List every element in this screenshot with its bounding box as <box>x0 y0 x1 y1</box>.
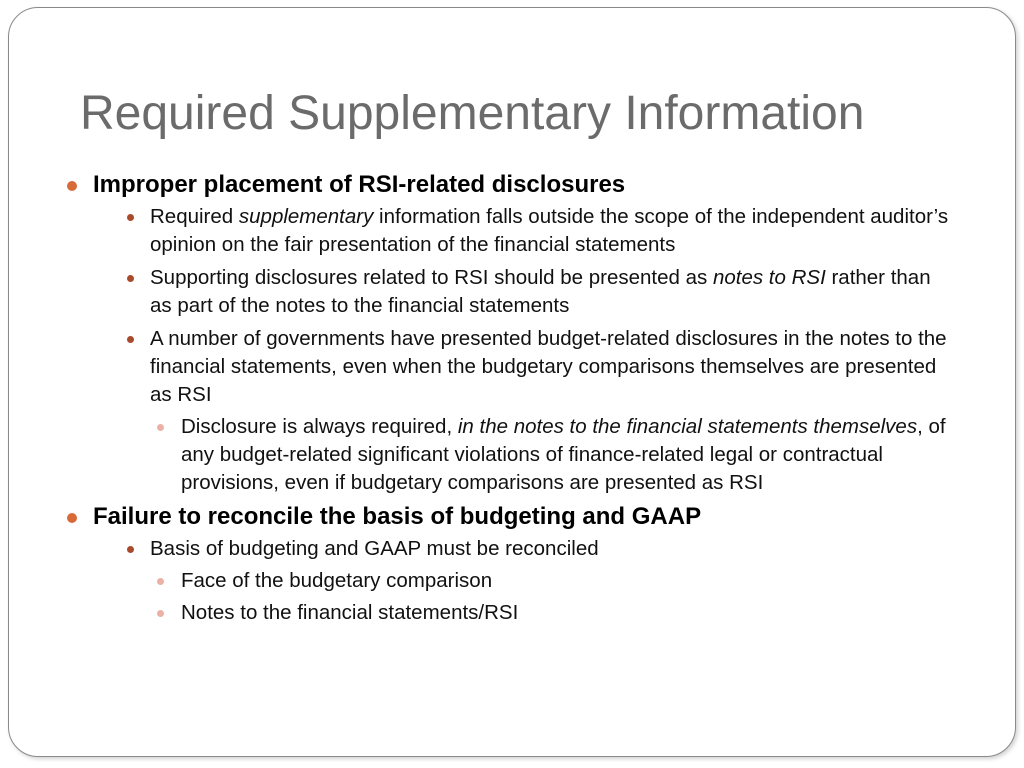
section-heading-item <box>66 502 951 627</box>
item-emphasis: notes to RSI <box>712 266 826 289</box>
bullet-icon <box>127 275 134 282</box>
bullet-icon <box>127 214 134 221</box>
item-text: , of any budget-related significant violations of finance-related legal or contractual provisions, even if budgetary comparisons are presented as RSI <box>181 415 946 494</box>
list-item <box>120 535 951 627</box>
sub-bullet-list <box>93 203 951 497</box>
item-text: Required <box>150 205 239 228</box>
section-heading: Improper placement of RSI-related disclosures <box>93 171 626 198</box>
slide-body <box>66 166 951 632</box>
list-item <box>120 264 951 320</box>
item-text: Supporting disclosures related to RSI should be presented as <box>150 266 713 289</box>
item-text: Disclosure is always required, <box>181 415 458 438</box>
list-item <box>150 599 951 627</box>
list-item <box>150 413 951 497</box>
bullet-icon <box>157 610 164 617</box>
bullet-icon <box>67 513 77 523</box>
list-item <box>150 567 951 595</box>
item-emphasis: in the notes to the financial statements themselves <box>457 415 918 438</box>
bullet-icon <box>127 336 134 343</box>
slide-title: Required Supplementary Information <box>80 87 865 140</box>
item-text: information falls outside the scope of the independent auditor’s opinion on the fair presentation of the financial statements <box>150 205 949 256</box>
item-text: rather than as part of the notes to the financial statements <box>150 266 931 317</box>
bullet-icon <box>157 578 164 585</box>
item-text: Basis of budgeting and GAAP must be reconciled <box>150 537 599 560</box>
section-heading-item <box>66 170 951 497</box>
item-text: Notes to the financial statements/RSI <box>181 601 519 624</box>
item-text: A number of governments have presented budget-related disclosures in the notes to the financial statements, even when the budgetary comparisons themselves are presented as RSI <box>150 327 947 406</box>
bullet-icon <box>127 546 134 553</box>
bullet-icon <box>67 181 77 191</box>
sub-sub-bullet-list <box>150 567 951 627</box>
list-item <box>120 325 951 497</box>
bullet-list <box>66 170 951 627</box>
item-text: Face of the budgetary comparison <box>181 569 493 592</box>
item-emphasis: supplementary <box>238 205 374 228</box>
sub-sub-bullet-list <box>150 413 951 497</box>
list-item <box>120 203 951 259</box>
bullet-icon <box>157 424 164 431</box>
section-heading: Failure to reconcile the basis of budgeting and GAAP <box>93 503 702 530</box>
sub-bullet-list <box>93 535 951 627</box>
